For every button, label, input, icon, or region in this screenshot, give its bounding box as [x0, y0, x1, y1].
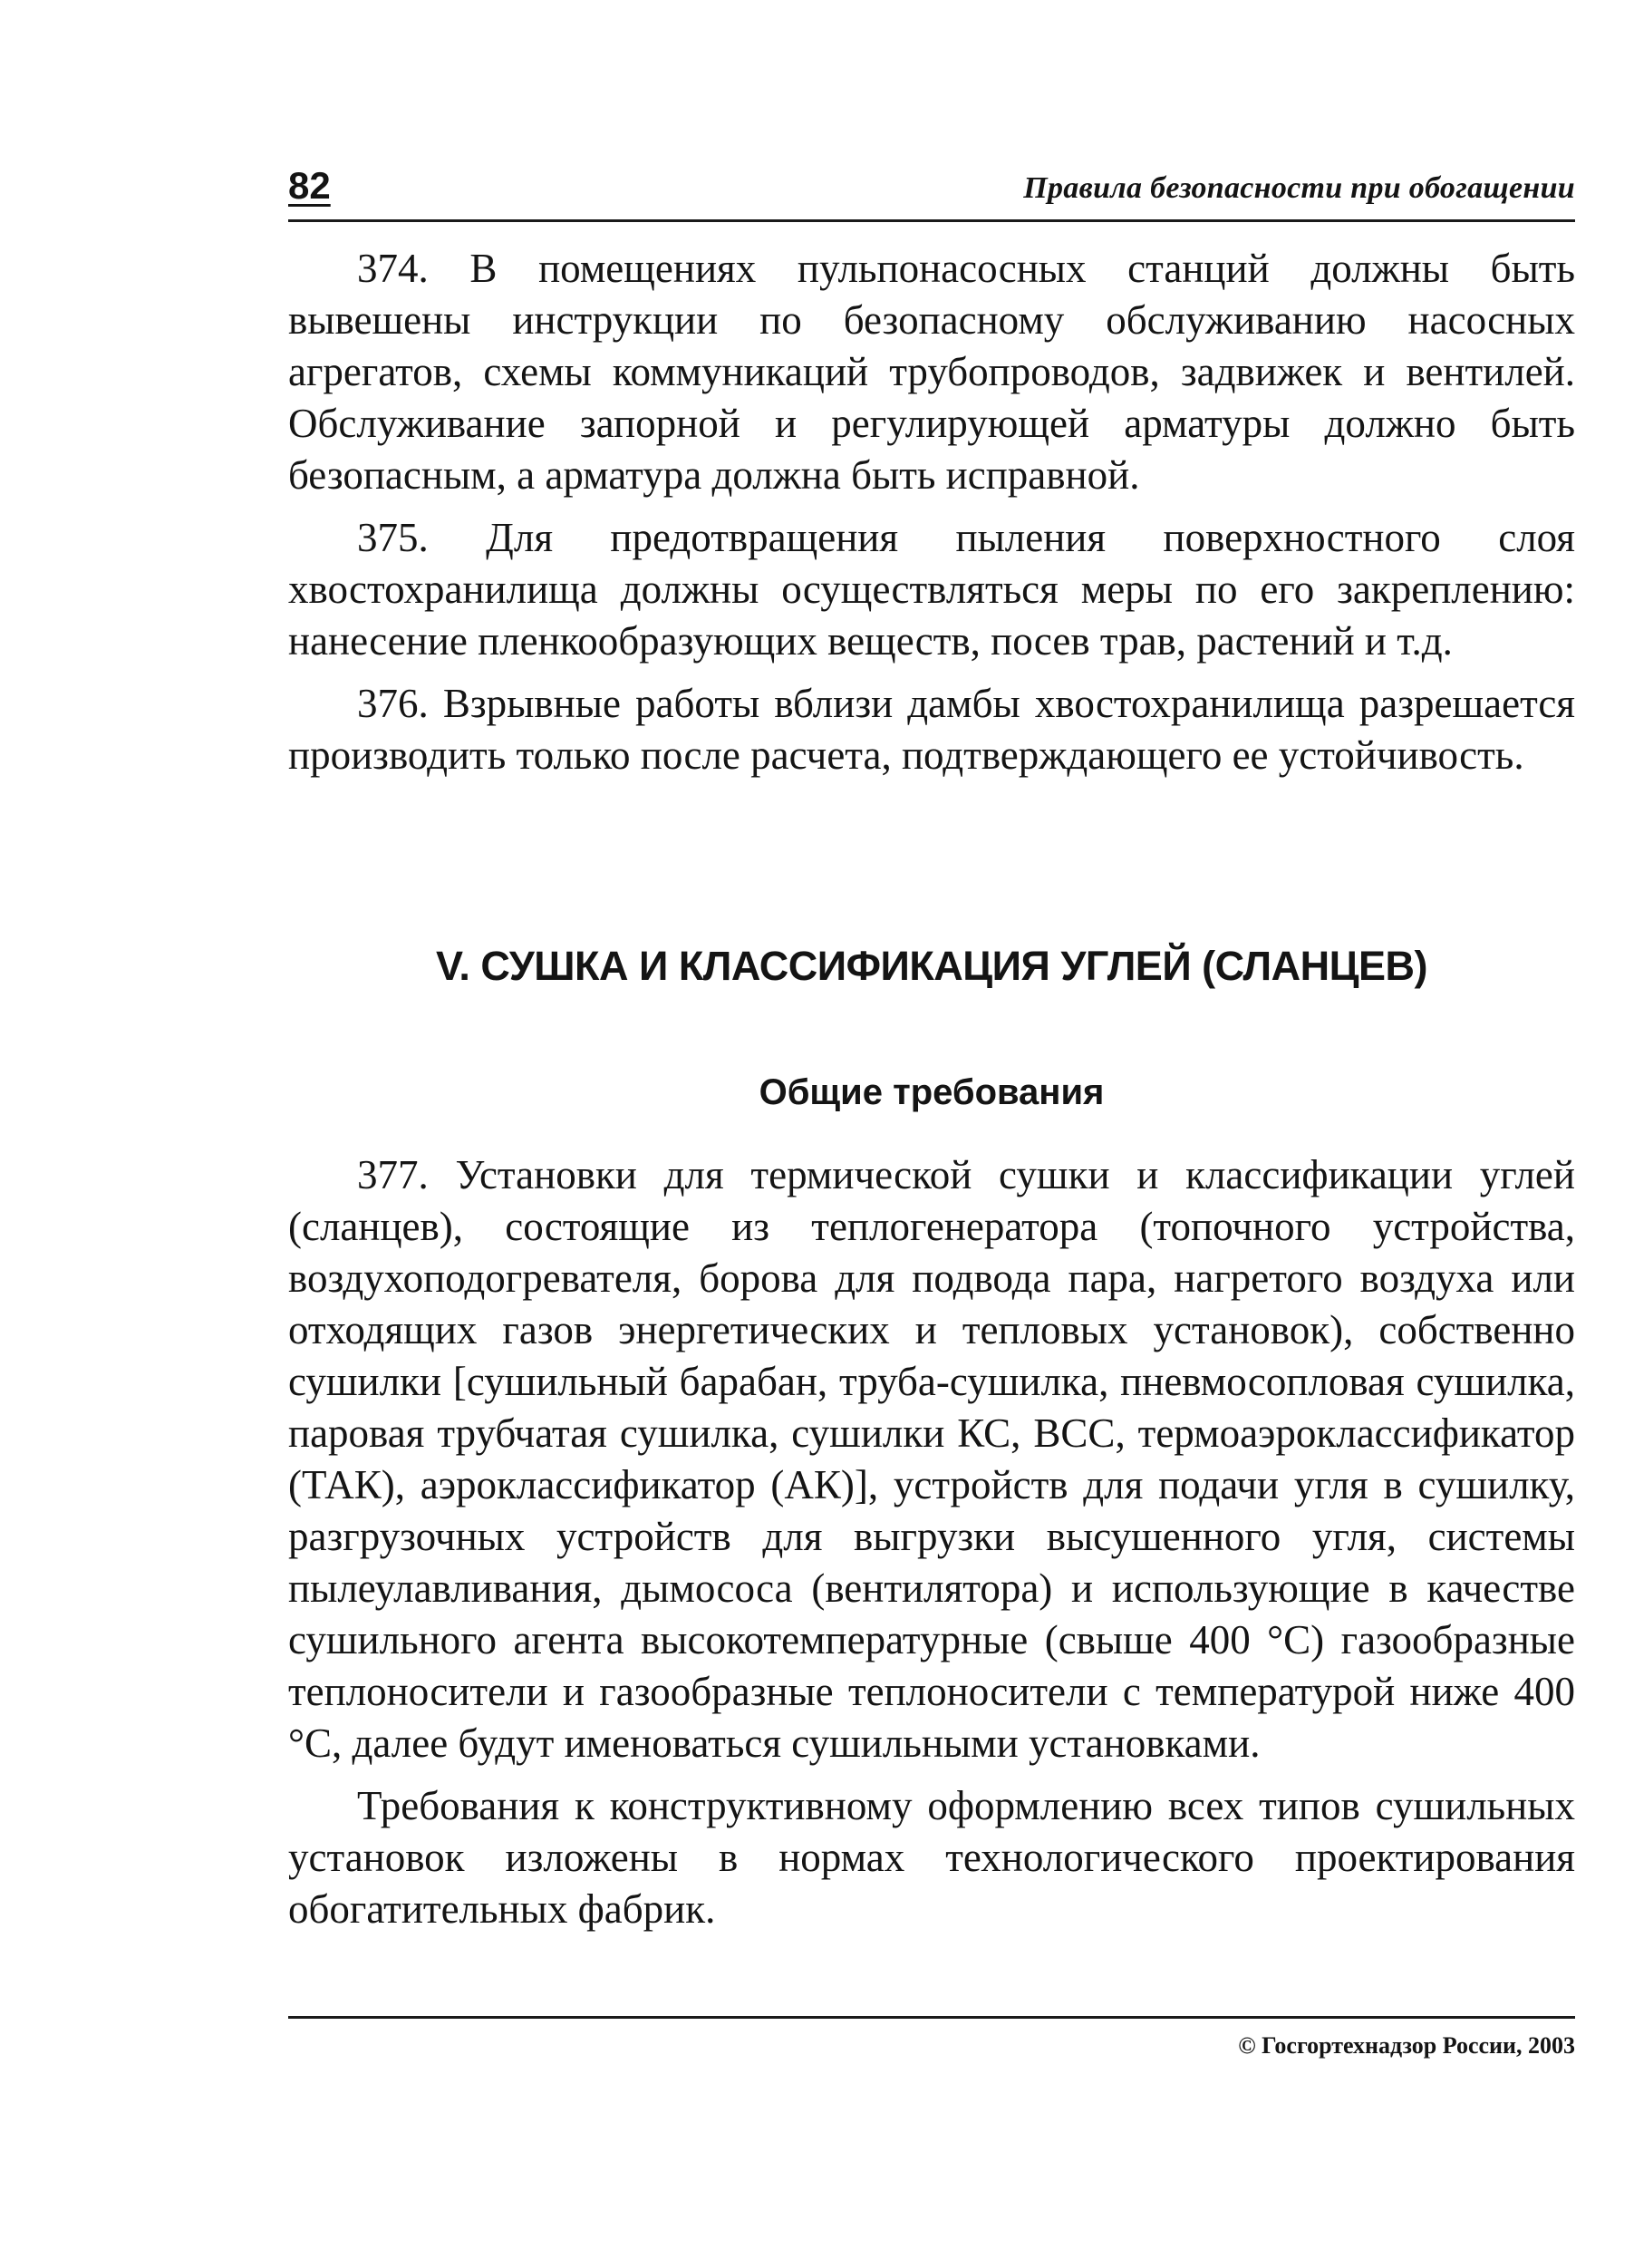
- section-heading: V. СУШКА И КЛАССИФИКАЦИЯ УГЛЕЙ (СЛАНЦЕВ): [436, 943, 1427, 989]
- paragraph-377: 377. Установки для термической сушки и классификации углей (сланцев), состоящие из теплогенератора (топочного устройства, воздухоподогревателя, борова для подвода пара, нагретого воздуха или отходящих газов энергетических и тепловых установок), собственно сушилки [сушильный барабан, труба-сушилка, пневмосопловая сушилка, паровая трубчатая сушилка, сушилки КС, ВСС, термоаэроклассификатор (ТАК), аэроклассификатор (АК)], устройств для подачи угля в сушилку, разгрузочных устройств для выгрузки высушенного угля, системы пылеулавливания, дымососа (вентилятора) и использующие в качестве сушильного агента высокотемпературные (свыше 400 °С) газообразные теплоносители и газообразные теплоносители с температурой ниже 400 °С, далее будут именоваться сушильными установками.: [288, 1152, 1575, 1766]
- subsection-heading: Общие требования: [759, 1072, 1105, 1112]
- copyright-notice: © Госгортехнадзор России, 2003: [1238, 2032, 1575, 2059]
- paragraph-design-requirements: Требования к конструктивному оформлению всех типов сушильных установок изложены в нормах технологического проектирования обогатительных фабрик.: [288, 1783, 1575, 1932]
- body-text-before-section: [288, 243, 1575, 792]
- body-text-after-section: [288, 1149, 1575, 1946]
- footer-divider: [288, 2016, 1575, 2019]
- page-header: [288, 160, 1575, 222]
- paragraph-375: 375. Для предотвращения пыления поверхностного слоя хвостохранилища должны осуществляться меры по его закреплению: нанесение пленкообразующих веществ, посев трав, растений и т.д.: [288, 515, 1575, 664]
- page-number: 82: [288, 164, 331, 207]
- paragraph-376: 376. Взрывные работы вблизи дамбы хвостохранилища разрешается производить только после расчета, подтверждающего ее устойчивость.: [288, 681, 1575, 778]
- paragraph-374: 374. В помещениях пульпонасосных станций должны быть вывешены инструкции по безопасному обслуживанию насосных агрегатов, схемы коммуникаций трубопроводов, задвижек и вентилей. Обслуживание запорной и регулирующей арматуры должно быть безопасным, а арматура должна быть исправной.: [288, 246, 1575, 498]
- running-title: Правила безопасности при обогащении: [1023, 171, 1575, 205]
